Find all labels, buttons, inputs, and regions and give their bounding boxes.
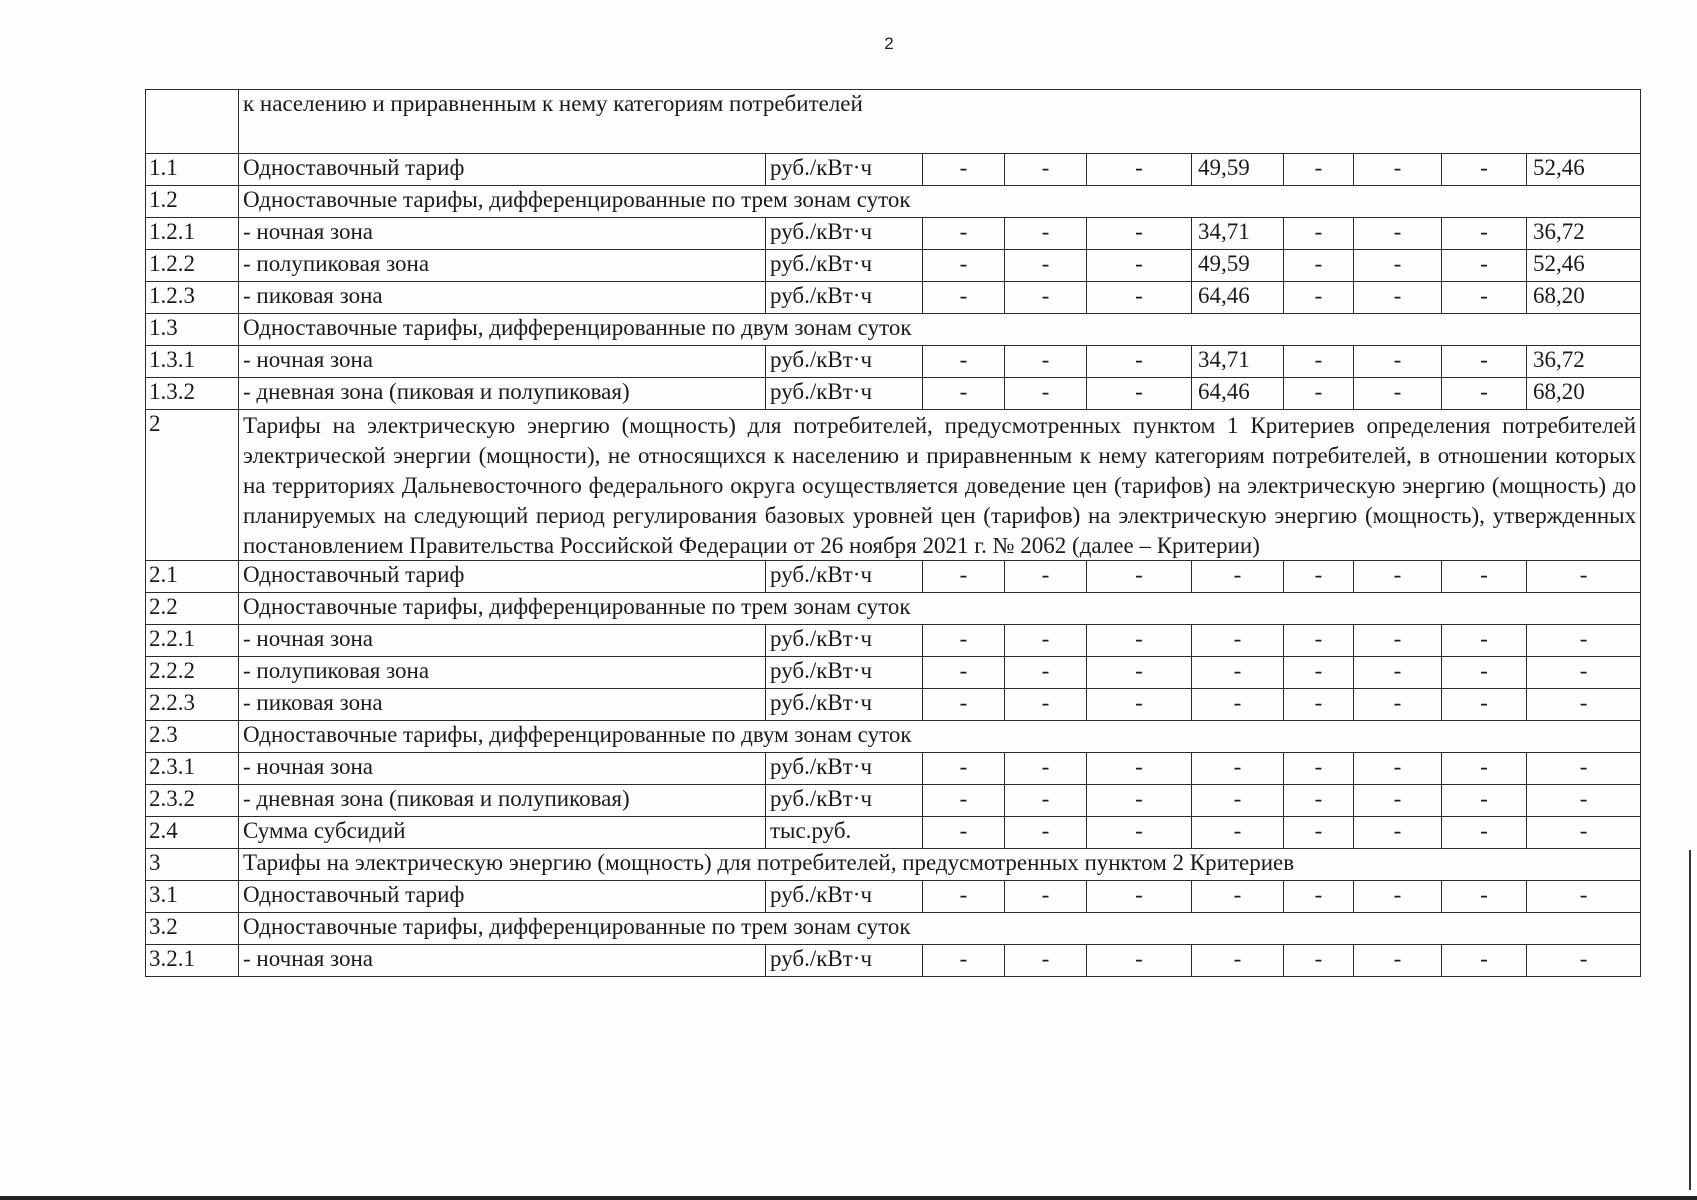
row-name: Сумма субсидий — [239, 817, 766, 849]
tariff-value-cell: - — [1087, 753, 1192, 785]
tariff-value-cell: 36,72 — [1527, 346, 1641, 378]
row-number: 2.1 — [146, 561, 239, 593]
row-number: 2.2.2 — [146, 657, 239, 689]
tariff-value-cell: - — [1005, 881, 1087, 913]
tariff-value-cell: - — [1442, 346, 1527, 378]
tariff-value-cell: - — [1442, 378, 1527, 410]
row-number: 2 — [146, 410, 239, 561]
tariff-value-cell: - — [1087, 817, 1192, 849]
tariff-value-cell: - — [1527, 881, 1641, 913]
row-number: 3.2.1 — [146, 945, 239, 977]
tariff-value-cell: - — [923, 753, 1005, 785]
tariff-value-cell: - — [1527, 785, 1641, 817]
tariff-value-cell: - — [1284, 154, 1354, 186]
row-name: - ночная зона — [239, 218, 766, 250]
table-row — [146, 593, 1641, 625]
row-number: 2.2.3 — [146, 689, 239, 721]
tariff-value-cell: - — [1284, 753, 1354, 785]
table-row — [146, 945, 1641, 977]
row-unit: руб./кВт·ч — [766, 154, 923, 186]
tariff-value-cell: - — [1192, 945, 1284, 977]
tariff-value-cell: 49,59 — [1192, 154, 1284, 186]
table-row — [146, 785, 1641, 817]
tariff-value-cell: - — [923, 881, 1005, 913]
tariff-value-cell: 34,71 — [1192, 346, 1284, 378]
tariff-value-cell: - — [1284, 689, 1354, 721]
tariff-value-cell: - — [923, 945, 1005, 977]
row-number: 2.3.2 — [146, 785, 239, 817]
row-unit: руб./кВт·ч — [766, 657, 923, 689]
tariff-value-cell: - — [1087, 657, 1192, 689]
table-row — [146, 282, 1641, 314]
tariff-value-cell: - — [1354, 785, 1442, 817]
tariff-value-cell: - — [1527, 625, 1641, 657]
tariff-value-cell: - — [1005, 817, 1087, 849]
tariff-value-cell: - — [923, 250, 1005, 282]
tariff-value-cell: - — [1284, 625, 1354, 657]
tariff-value-cell: - — [1087, 282, 1192, 314]
tariff-value-cell: - — [1005, 657, 1087, 689]
section-heading: Одноставочные тарифы, дифференцированные по трем зонам суток — [239, 593, 1641, 625]
section-heading: к населению и приравненным к нему категориям потребителей — [239, 90, 1641, 154]
tariff-value-cell: - — [1087, 625, 1192, 657]
tariff-value-cell: - — [1005, 218, 1087, 250]
row-number: 1.2.3 — [146, 282, 239, 314]
tariff-value-cell: - — [1442, 689, 1527, 721]
tariff-table — [145, 89, 1641, 977]
row-name: - полупиковая зона — [239, 657, 766, 689]
tariff-value-cell: - — [1284, 561, 1354, 593]
tariff-value-cell: - — [1284, 346, 1354, 378]
tariff-value-cell: - — [1354, 945, 1442, 977]
tariff-value-cell: - — [1354, 689, 1442, 721]
tariff-value-cell: - — [923, 785, 1005, 817]
row-number: 2.2 — [146, 593, 239, 625]
table-row — [146, 90, 1641, 154]
tariff-value-cell: - — [1192, 625, 1284, 657]
row-unit: тыс.руб. — [766, 817, 923, 849]
row-number: 3 — [146, 849, 239, 881]
tariff-value-cell: - — [1442, 785, 1527, 817]
table-row — [146, 314, 1641, 346]
row-number: 2.3.1 — [146, 753, 239, 785]
tariff-value-cell: - — [1192, 785, 1284, 817]
tariff-value-cell: - — [1192, 657, 1284, 689]
tariff-value-cell: - — [1442, 625, 1527, 657]
row-number: 1.1 — [146, 154, 239, 186]
row-number: 2.3 — [146, 721, 239, 753]
tariff-value-cell: - — [1442, 945, 1527, 977]
tariff-value-cell: - — [1005, 753, 1087, 785]
row-name: - полупиковая зона — [239, 250, 766, 282]
tariff-value-cell: 49,59 — [1192, 250, 1284, 282]
row-unit: руб./кВт·ч — [766, 282, 923, 314]
tariff-value-cell: - — [1087, 250, 1192, 282]
tariff-value-cell: - — [1354, 378, 1442, 410]
section-heading: Тарифы на электрическую энергию (мощность) для потребителей, предусмотренных пунктом 2 Критериев — [239, 849, 1641, 881]
tariff-value-cell: - — [1005, 561, 1087, 593]
tariff-value-cell: - — [923, 346, 1005, 378]
tariff-value-cell: - — [1354, 753, 1442, 785]
tariff-value-cell: - — [1354, 218, 1442, 250]
tariff-value-cell: - — [1005, 346, 1087, 378]
row-name: - ночная зона — [239, 625, 766, 657]
row-number: 3.1 — [146, 881, 239, 913]
table-row — [146, 154, 1641, 186]
row-number — [146, 90, 239, 154]
tariff-value-cell: 52,46 — [1527, 154, 1641, 186]
section-paragraph: Тарифы на электрическую энергию (мощность) для потребителей, предусмотренных пунктом 1 Критериев определения потребителей электрической энергии (мощности), не относящихся к населению и приравненным к нему категориям потребителей, в отношении которых на территориях Дальневосточного федерального округа осуществляется доведение цен (тарифов) на электрическую энергию (мощность) до планируемых на следующий период регулирования базовых уровней цен (тарифов) на электрическую энергию (мощность), утвержденных постановлением Правительства Российской Федерации от 26 ноября 2021 г. № 2062 (далее – Критерии) — [239, 410, 1641, 561]
tariff-value-cell: - — [1354, 657, 1442, 689]
section-heading: Одноставочные тарифы, дифференцированные по двум зонам суток — [239, 721, 1641, 753]
row-number: 1.3 — [146, 314, 239, 346]
tariff-value-cell: 36,72 — [1527, 218, 1641, 250]
section-heading: Одноставочные тарифы, дифференцированные по двум зонам суток — [239, 314, 1641, 346]
table-row — [146, 913, 1641, 945]
tariff-value-cell: - — [923, 378, 1005, 410]
tariff-value-cell: - — [1192, 561, 1284, 593]
table-row — [146, 218, 1641, 250]
tariff-value-cell: - — [923, 625, 1005, 657]
row-name: - ночная зона — [239, 753, 766, 785]
tariff-value-cell: - — [923, 657, 1005, 689]
tariff-value-cell: - — [1087, 945, 1192, 977]
tariff-value-cell: - — [1354, 250, 1442, 282]
tariff-value-cell: - — [1527, 561, 1641, 593]
tariff-value-cell: - — [1442, 753, 1527, 785]
tariff-value-cell: - — [1192, 689, 1284, 721]
row-unit: руб./кВт·ч — [766, 945, 923, 977]
row-name: Одноставочный тариф — [239, 561, 766, 593]
tariff-value-cell: - — [1005, 154, 1087, 186]
tariff-value-cell: - — [923, 218, 1005, 250]
tariff-value-cell: - — [1527, 689, 1641, 721]
tariff-value-cell: - — [1284, 378, 1354, 410]
tariff-value-cell: - — [1005, 689, 1087, 721]
row-number: 1.3.1 — [146, 346, 239, 378]
tariff-value-cell: - — [1087, 378, 1192, 410]
tariff-value-cell: 64,46 — [1192, 282, 1284, 314]
tariff-value-cell: - — [1284, 657, 1354, 689]
tariff-value-cell: - — [1005, 282, 1087, 314]
row-unit: руб./кВт·ч — [766, 378, 923, 410]
tariff-value-cell: - — [1284, 218, 1354, 250]
row-number: 1.3.2 — [146, 378, 239, 410]
scan-edge-right — [1689, 850, 1691, 1190]
tariff-value-cell: - — [1192, 817, 1284, 849]
tariff-value-cell: - — [1442, 218, 1527, 250]
tariff-value-cell: - — [1284, 785, 1354, 817]
tariff-value-cell: - — [1087, 881, 1192, 913]
row-number: 3.2 — [146, 913, 239, 945]
table-row — [146, 753, 1641, 785]
row-unit: руб./кВт·ч — [766, 218, 923, 250]
tariff-value-cell: - — [1442, 881, 1527, 913]
table-row — [146, 689, 1641, 721]
table-row — [146, 346, 1641, 378]
row-unit: руб./кВт·ч — [766, 561, 923, 593]
row-number: 1.2 — [146, 186, 239, 218]
row-name: Одноставочный тариф — [239, 154, 766, 186]
tariff-value-cell: - — [1527, 945, 1641, 977]
row-name: - пиковая зона — [239, 282, 766, 314]
tariff-value-cell: - — [1442, 154, 1527, 186]
tariff-value-cell: - — [1442, 250, 1527, 282]
page-number: 2 — [884, 34, 894, 53]
tariff-value-cell: - — [1354, 561, 1442, 593]
tariff-value-cell: - — [1527, 657, 1641, 689]
tariff-value-cell: 52,46 — [1527, 250, 1641, 282]
tariff-value-cell: - — [1284, 817, 1354, 849]
row-number: 1.2.1 — [146, 218, 239, 250]
row-unit: руб./кВт·ч — [766, 346, 923, 378]
row-number: 1.2.2 — [146, 250, 239, 282]
row-unit: руб./кВт·ч — [766, 753, 923, 785]
row-unit: руб./кВт·ч — [766, 250, 923, 282]
tariff-value-cell: - — [923, 817, 1005, 849]
row-name: - дневная зона (пиковая и полупиковая) — [239, 785, 766, 817]
table-row — [146, 657, 1641, 689]
tariff-table-body — [146, 90, 1641, 977]
row-name: - дневная зона (пиковая и полупиковая) — [239, 378, 766, 410]
scan-edge-bottom — [0, 1196, 1697, 1200]
tariff-value-cell: - — [1284, 945, 1354, 977]
tariff-value-cell: - — [1087, 689, 1192, 721]
section-heading: Одноставочные тарифы, дифференцированные по трем зонам суток — [239, 186, 1641, 218]
tariff-value-cell: 68,20 — [1527, 282, 1641, 314]
section-heading: Одноставочные тарифы, дифференцированные по трем зонам суток — [239, 913, 1641, 945]
tariff-value-cell: - — [1192, 881, 1284, 913]
row-name: - ночная зона — [239, 346, 766, 378]
table-row — [146, 378, 1641, 410]
row-unit: руб./кВт·ч — [766, 785, 923, 817]
table-row — [146, 721, 1641, 753]
tariff-value-cell: - — [1354, 817, 1442, 849]
tariff-value-cell: - — [1087, 785, 1192, 817]
tariff-value-cell: - — [1087, 346, 1192, 378]
table-row — [146, 817, 1641, 849]
tariff-value-cell: - — [1284, 881, 1354, 913]
tariff-value-cell: - — [1442, 561, 1527, 593]
tariff-value-cell: - — [923, 561, 1005, 593]
row-number: 2.2.1 — [146, 625, 239, 657]
table-row — [146, 250, 1641, 282]
tariff-value-cell: - — [923, 282, 1005, 314]
row-unit: руб./кВт·ч — [766, 881, 923, 913]
tariff-value-cell: - — [1005, 250, 1087, 282]
tariff-value-cell: 68,20 — [1527, 378, 1641, 410]
row-name: - ночная зона — [239, 945, 766, 977]
tariff-value-cell: 64,46 — [1192, 378, 1284, 410]
tariff-value-cell: - — [923, 689, 1005, 721]
tariff-value-cell: - — [1005, 378, 1087, 410]
tariff-value-cell: - — [1005, 785, 1087, 817]
tariff-value-cell: - — [1005, 945, 1087, 977]
tariff-value-cell: - — [1192, 753, 1284, 785]
tariff-value-cell: - — [1442, 817, 1527, 849]
tariff-value-cell: - — [1527, 817, 1641, 849]
tariff-value-cell: - — [1442, 282, 1527, 314]
tariff-value-cell: - — [1354, 346, 1442, 378]
tariff-value-cell: - — [1354, 154, 1442, 186]
table-row — [146, 410, 1641, 561]
row-name: - пиковая зона — [239, 689, 766, 721]
row-unit: руб./кВт·ч — [766, 689, 923, 721]
tariff-value-cell: - — [923, 154, 1005, 186]
tariff-value-cell: - — [1284, 250, 1354, 282]
tariff-value-cell: - — [1354, 881, 1442, 913]
tariff-value-cell: - — [1354, 282, 1442, 314]
table-row — [146, 849, 1641, 881]
tariff-value-cell: 34,71 — [1192, 218, 1284, 250]
table-row — [146, 186, 1641, 218]
tariff-value-cell: - — [1087, 218, 1192, 250]
row-number: 2.4 — [146, 817, 239, 849]
tariff-value-cell: - — [1284, 282, 1354, 314]
tariff-value-cell: - — [1005, 625, 1087, 657]
table-row — [146, 881, 1641, 913]
tariff-value-cell: - — [1527, 753, 1641, 785]
tariff-value-cell: - — [1442, 657, 1527, 689]
tariff-value-cell: - — [1087, 561, 1192, 593]
table-row — [146, 625, 1641, 657]
row-name: Одноставочный тариф — [239, 881, 766, 913]
row-unit: руб./кВт·ч — [766, 625, 923, 657]
tariff-value-cell: - — [1087, 154, 1192, 186]
table-row — [146, 561, 1641, 593]
tariff-value-cell: - — [1354, 625, 1442, 657]
